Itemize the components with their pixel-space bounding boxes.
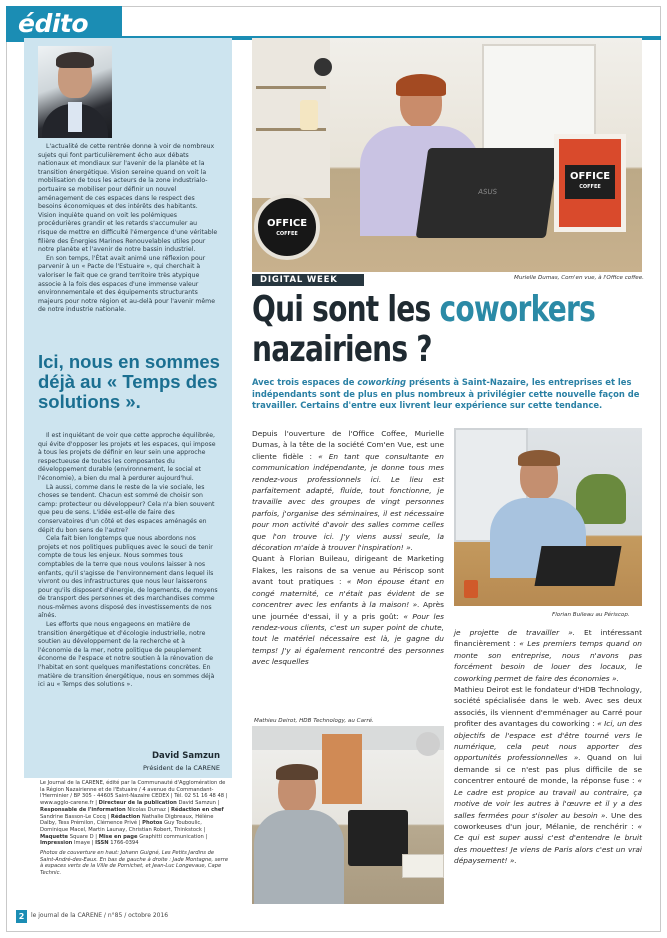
credits-label: Directeur de la publication (98, 800, 177, 807)
body-text: Après une journée d'essai, il y a pris goût: (252, 600, 444, 621)
edito-headline: Ici, nous en sommes déjà au « Temps des solutions ». (38, 351, 220, 412)
edito-paragraph: En son temps, l'État avait animé une réflexion pour parvenir à un « Pacte de l'Estuaire », qui cherchait à valoriser le fait que ce grand territoire très atypique associe à la fois des espaces d'une immense valeur environnementale et des équipements structurants majeurs pour notre région et au-delà pour l'avenir même de notre industrie nationale. (38, 254, 215, 314)
caption-photo-2: Florian Buileau au Périscop. (552, 612, 630, 618)
lamp (300, 100, 318, 130)
poster-text: COFFEE (579, 184, 601, 190)
body-text: Une des coworkeuses d'un jour, Mélanie, de renchérir : (454, 810, 642, 831)
article-paragraph (252, 428, 444, 553)
article-chapo (252, 377, 644, 412)
signature-name: David Samzun (151, 751, 220, 761)
plant (576, 474, 626, 524)
credits-text: Nathalie Digbreaux, Hélène Dalby, Tess Prémilon, Clémence Privé | (40, 813, 214, 827)
edito-text-bottom (38, 432, 218, 690)
body-text: Et intéressant financièrement : (454, 628, 642, 649)
credits-text: David Samzun | (178, 800, 220, 807)
cover-photo-credits: Photos de couverture en haut: Johann Guigné, Les Petits Jardins de Saint-André-des-Eaux. En bas de gauche à droite : Jade Montagne, serre à espaces verts de la Ville de Pornichet, et Jean-Luc Longevaue, Cape Technic. (40, 850, 229, 877)
article-paragraph (454, 627, 642, 684)
person-hair (518, 450, 560, 466)
quote-text: « Ici, un des objectifs de l'espace est d'être tourné vers le numérique, cela peut nous apporter des opportunités professionnelles ». (454, 719, 642, 763)
portrait-hair (56, 52, 94, 68)
article-paragraph (454, 684, 642, 867)
signature-role: Président de la CARENE (142, 764, 220, 772)
body-text: Quant à Florian Buileau, dirigeant de Marketing Flakes, les raisons de sa venue au Périscop sont avant tout pratiques : (252, 554, 444, 587)
footer-text: le journal de la CARENE / n°85 / octobre 2016 (31, 912, 169, 919)
sign-text: COFFEE (276, 231, 298, 237)
article-title (252, 290, 642, 370)
laptop (348, 810, 408, 866)
caption-photo-1: Murielle Dumas, Com'en vue, à l'Office coffee. (514, 275, 644, 281)
credits-label: Maquette (40, 833, 69, 840)
edito-paragraph: Il est inquiétant de voir que cette approche équilibrée, qui évite d'opposer les projets et les espaces, qui impose à tous les projets de définir en leur sein une approche respectueuse de toutes les composantes du développement durable (environnement, le social et l'économie), a bien du mal à perdurer aujourd'hui. (38, 432, 216, 482)
portrait-shirt (68, 102, 82, 132)
quote-text: je projette de travailler ». (454, 628, 576, 637)
body-text: Depuis l'ouverture de l'Office Coffee, Murielle Dumas, à la tête de la société Com'en Vue, est une cliente fidèle : (252, 429, 444, 461)
article-paragraph (252, 553, 444, 667)
chapo-text: Avec trois espaces de (252, 377, 358, 387)
laptop-brand: ASUS (477, 188, 498, 196)
credits-label: Photos (142, 820, 163, 827)
credits-label: Impression (40, 840, 73, 847)
credits-text: Square D | (69, 833, 98, 840)
credits-label: Rédaction (110, 813, 141, 820)
body-text: Quand on lui demande si ce n'est pas plus difficile de se concentrer entouré de monde, la réponse fuse : (454, 753, 642, 786)
person-shirt (254, 810, 344, 904)
photo-mathieu (252, 726, 444, 904)
photo-florian (454, 428, 642, 606)
laptop (534, 546, 621, 586)
quote-text: « Mon épouse étant en congé maternité, ce n'était pas évident de se concentrer avec les enfants à la maison! ». (252, 577, 444, 610)
clock (314, 58, 332, 76)
office-coffee-round-sign (254, 194, 320, 260)
person-hair (396, 74, 446, 96)
edito-paragraph: Les efforts que nous engageons en matière de transition énergétique et d'écologie industrielle, notre soutien au développement de la recherche et à l'économie de la mer, notre politique de peuplement économe de l'espace et notre soutien à la rénovation de l'habitat en sont quelques manifestations concrètes. En matière de transition énergétique, nous en sommes déjà ici au « Temps des solutions ». (38, 621, 215, 689)
credits-label: Responsable de l'information (40, 806, 126, 813)
title-text: nazairiens ? (252, 329, 432, 370)
papers (402, 854, 444, 878)
section-tab: édito (6, 6, 122, 42)
credits-text: Guy Touboulic, Dominique Macel, Martin Launay, Christian Robert, Thinkstock | (40, 820, 206, 833)
kicker-banner: DIGITAL WEEK (252, 274, 364, 286)
quote-text: « Pour les rendez-vous clients, c'est un super point de chute, tout le matériel nécessaire est là, je gagne du temps! J'y ai également rencontré des personnes avec lesquelles (252, 611, 444, 667)
credits-label: ISSN (95, 840, 109, 847)
credits-text: 1766-0394 (110, 840, 139, 847)
edito-paragraph: L'actualité de cette rentrée donne à voir de nombreux sujets qui font particulièrement écho aux débats nationaux et mondiaux sur l'avenir de la planète et la transition énergétique. Vision sereine quand on voit la mobilisation de tous les acteurs de la zone industrialo-portuaire se mobiliser pour définir un nouvel aménagement de ces espaces dans le respect des besoins économiques et des intérêts des habitants. Vision inquiète quand on voit les polémiques procédurières grandir et les retards s'accumuler au risque de mettre en difficulté l'émergence d'une véritable filière des Énergies Marines Renouvelables utiles pour notre planète et l'avenir de notre bassin industriel. (38, 143, 218, 254)
mug (464, 580, 478, 598)
sign-text: OFFICE (266, 218, 308, 229)
article-column-1 (252, 428, 444, 668)
quote-text: « Les premiers temps quand on monte son entreprise, nous n'avons pas forcément besoin de louer des locaux, le coworking permet de faire des économies ». (454, 639, 642, 683)
chapo-emphasis: coworking (357, 377, 407, 387)
edito-paragraph: Là aussi, comme dans le reste de la vie sociale, les choses se tendent. Chacun est sommé de choisir son camp: protecteur ou développeur? Cela n'a bien souvent que peu de sens. L'idée est-elle de faire des conservatoires d'un côté et des espaces aménagés en dépit du bon sens de l'autre? (38, 483, 215, 534)
quote-text: « Ce qui est super aussi c'est d'entendre le bruit des mouettes! Je viens de Paris alors c'est un vrai dépaysement! ». (454, 821, 642, 866)
quote-text: « Le cadre est propice au travail au contraire, ça motive de voir les autres à l'œuvre et il y a des salles fermées pour s'isoler au besoin ». (454, 776, 642, 820)
credits-text: Graphitti communication | (139, 833, 208, 840)
person-hair (276, 764, 318, 780)
laptop (416, 148, 559, 238)
credits-text: Imaye | (74, 840, 94, 847)
title-highlight: coworkers (439, 289, 596, 330)
credits-label: Rédaction en chef (170, 806, 224, 813)
door (322, 734, 362, 804)
title-text: Qui sont les (252, 289, 440, 330)
lamp (416, 732, 440, 756)
credits-text: Nicolas Dumaz | (127, 806, 170, 813)
photo-office-coffee (252, 38, 642, 272)
quote-text: « En tant que consultante en communication indépendante, je donne tous mes rendez-vous professionnels ici. Le lieu est parfaitement adapté, fluide, tout fonctionne, je travaille avec des groupes de vingt personnes parfois, j'organise des séminaires, il est nécessaire pour mon activité d'avoir des salles comme celles que l'on trouve ici. J'y viens aussi seule, la décoration m'aide à trouver l'inspiration! ». (252, 451, 444, 553)
office-coffee-poster (554, 134, 626, 232)
poster-text: OFFICE (569, 171, 611, 182)
body-text: Mathieu Deirot est le fondateur d'HDB Technology, société spécialisée dans le web. Avec ses deux associés, ils viennent d'emménager au Carré pour profiter des avantages du coworking : (454, 685, 642, 729)
author-portrait (38, 46, 112, 138)
caption-photo-3: Mathieu Deirot, HDB Technology, au Carré. (254, 718, 374, 724)
credits-text: Sandrine Basson-Le Cocq | (40, 813, 110, 820)
page-number: 2 (16, 910, 27, 923)
credits-label: Mise en page (98, 833, 138, 840)
publication-credits (40, 780, 230, 847)
edito-paragraph: Cela fait bien longtemps que nous abordons nos projets et nos politiques publiques avec le souci de tenir compte de tous les enjeux. Nous sommes tous comptables de la terre que nous voulons laisser à nos enfants, qu'il s'agisse de l'environnement dans lequel ils vivront ou des infrastructures que nous leur laisserons pour qu'ils disposent d'énergie, de logements, de moyens de transport des personnes et des marchandises comme nous-mêmes avons disposé des investissements de nos aînés. (38, 535, 218, 620)
chapo-text: présents à Saint-Nazaire, les entreprises et les indépendants sont de plus en plus nombreux à privilégier cette nouvelle façon de travailler. Certains d'entre eux livrent leur expérience sur cette tendance. (252, 377, 640, 410)
credits-text: Le Journal de la CARENE, édité par la Communauté d'Agglomération de la Région Nazairienne et de l'Estuaire / 4 avenue du Commandant-l'Herminier / BP 305 - 44605 Saint-Nazaire CEDEX | Tél. 02 51 16 48 48 | www.agglo-carene.fr | (40, 780, 228, 807)
shelf (256, 86, 326, 89)
edito-text-top (38, 143, 218, 315)
article-column-2 (454, 627, 642, 867)
